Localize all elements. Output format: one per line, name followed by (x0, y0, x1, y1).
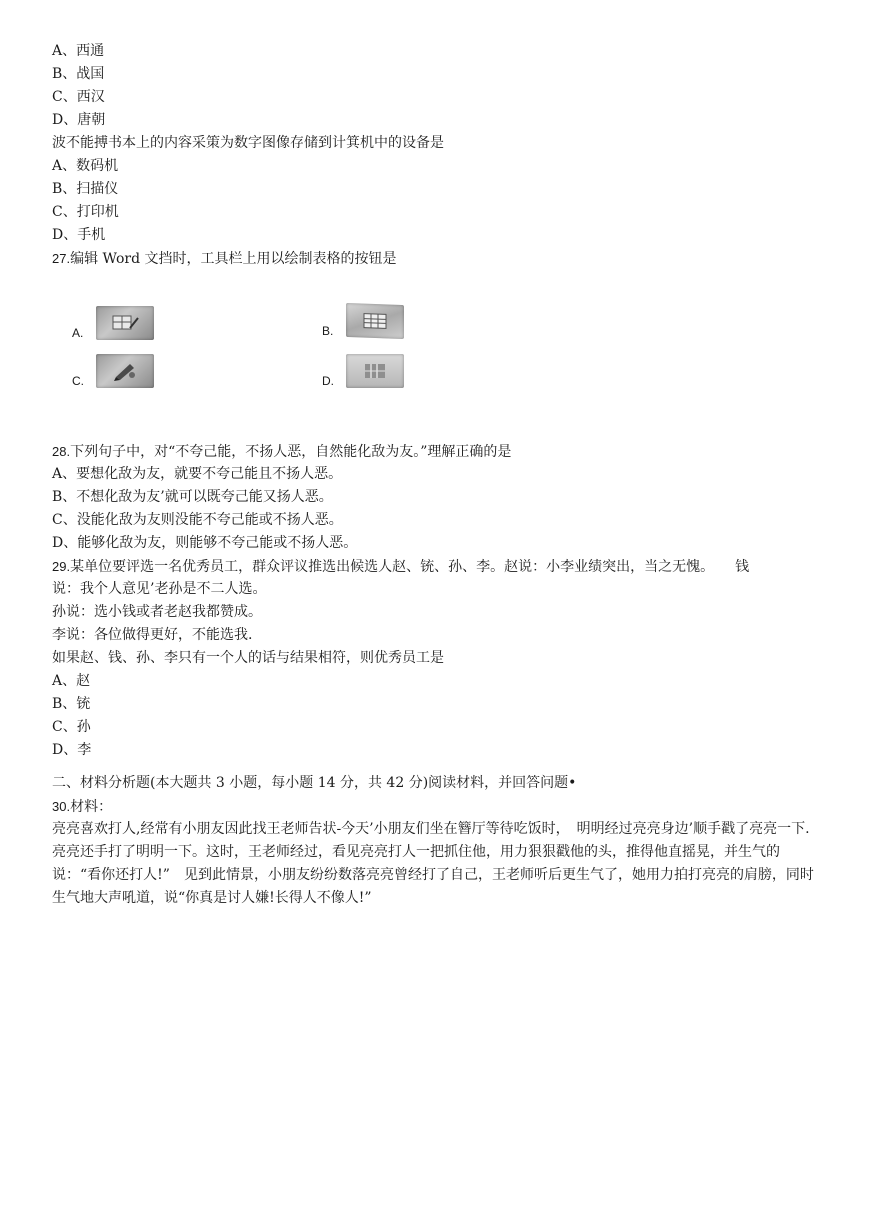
spacer (52, 430, 822, 440)
pencil-icon (96, 354, 154, 388)
question-stem: 下列句子中，对“不夸己能，不扬人恶，自然能化敌为友。”理解正确的是 (70, 444, 512, 460)
option-c: C、打印机 (52, 204, 119, 220)
option-label: D. (322, 374, 334, 388)
image-option-b (322, 304, 404, 338)
option-d: D、手机 (52, 227, 106, 243)
option-b: B、铳 (52, 696, 91, 712)
table-draw-icon (96, 306, 154, 340)
material-paragraph: 亮亮喜欢打人,经常有小朋友因此找王老师告状-今天’小朋友们坐在簪厅等待吃饭时， 明明经过亮亮身边’顺手戳了亮亮一下.亮亮还手打了明明一下。这时，王老师经过，看见亮亮打人一把抓住他，用力狠狠戳他的头，推得他直摇晃，并生气的说：“看你还打人!” 见到此情景，小朋友纷纷数落亮亮曾经打了自己，王老师听后更生气了，她用力拍打亮亮的肩膀，同时生气地大声吼道，说“你真是讨人嫌!长得人不像人!” (52, 821, 814, 906)
question-30 (52, 795, 822, 910)
option-b: B、不想化敌为友’就可以既夸己能又扬人恶。 (52, 489, 333, 505)
stem-line-2: 说：我个人意见’老孙是不二人选。 (52, 581, 267, 597)
question-stem-line (52, 247, 822, 270)
option-c: C、没能化敌为友则没能不夸己能或不扬人恶。 (52, 512, 343, 528)
question-number: 28. (52, 444, 71, 459)
question-scanner (52, 132, 822, 247)
option-c: C、孙 (52, 719, 91, 735)
option-c: C、西汉 (52, 89, 105, 105)
option-b: B、扫描仪 (52, 181, 119, 197)
question-stem: 波不能搏书本上的内容采策为数字图像存储到计箕机中的设备是 (52, 135, 444, 151)
question-stem: 某单位要评选一名优秀员工，群众评议推选出候选人赵、铳、孙、李。赵说：小李业绩突出，当之无愧。 钱 (70, 559, 750, 575)
question-number: 27. (52, 251, 71, 266)
option-label: C. (72, 374, 84, 388)
image-option-a (72, 306, 154, 340)
stem-line-5: 如果赵、钱、孙、李只有一个人的话与结果相符，则优秀员工是 (52, 650, 444, 666)
stem-line-4: 李说：各位做得更好，不能选我. (52, 627, 253, 643)
question-number: 29. (52, 559, 71, 574)
question-28 (52, 440, 822, 555)
option-a: A、赵 (52, 673, 91, 689)
question-stem-line (52, 555, 822, 578)
question-label-line (52, 795, 822, 818)
stem-line-3: 孙说：选小钱或者老赵我都赞成。 (52, 604, 262, 620)
insert-table-icon (346, 303, 404, 339)
question-27 (52, 247, 822, 430)
question-stem: 编辑 Word 文挡时，工具栏上用以绘制表格的按钮是 (70, 251, 397, 267)
option-a: A、数码机 (52, 158, 119, 174)
option-label: A. (72, 326, 84, 340)
previous-question-options (52, 40, 822, 132)
question-29 (52, 555, 822, 762)
question-number: 30. (52, 799, 71, 814)
option-d: D、李 (52, 742, 92, 758)
option-d: D、能够化敌为友，则能够不夸己能或不扬人恶。 (52, 535, 358, 551)
option-label: B. (322, 324, 334, 338)
option-b: B、战国 (52, 66, 105, 82)
option-a: A、西通 (52, 43, 105, 59)
option-a: A、要想化敌为友，就要不夸己能且不扬人恶。 (52, 466, 343, 482)
columns-icon (346, 354, 404, 388)
question-stem-line (52, 440, 822, 463)
option-d: D、唐朝 (52, 112, 106, 128)
spacer (52, 762, 822, 772)
material-label: 材料： (70, 799, 113, 815)
image-option-d (322, 354, 404, 388)
image-options (72, 270, 822, 430)
image-option-c (72, 354, 154, 388)
document-page (52, 40, 822, 910)
section-heading: 二、材料分析题(本大题共 3 小题，每小题 14 分，共 42 分)阅读材料，并回答问题• (52, 775, 577, 791)
